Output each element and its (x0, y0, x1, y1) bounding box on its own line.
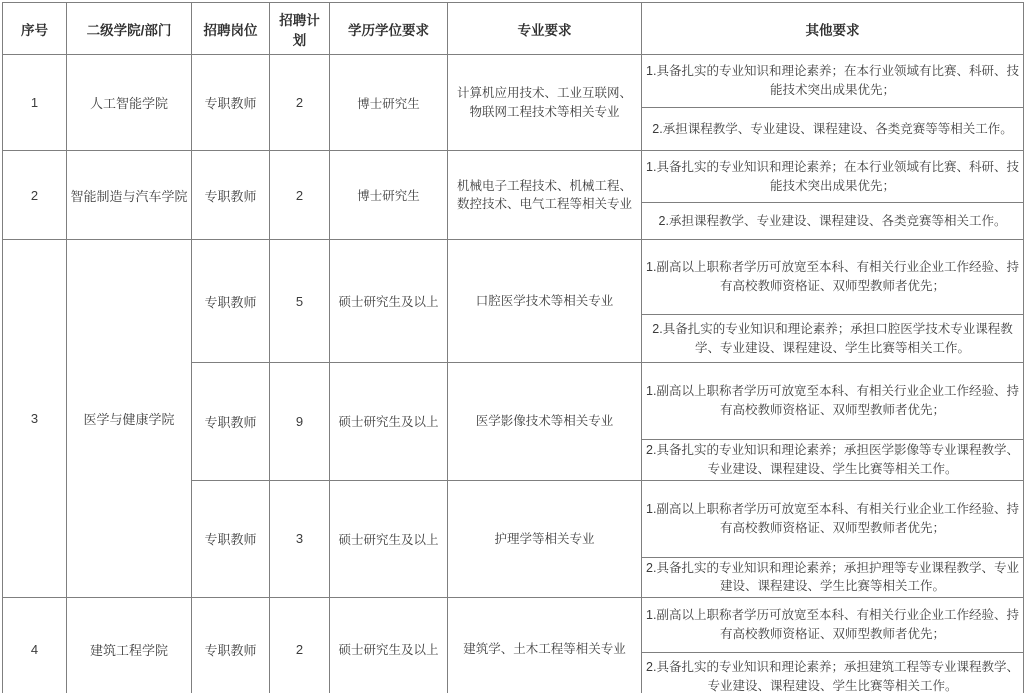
cell-education: 博士研究生 (330, 151, 448, 240)
cell-post: 专职教师 (192, 151, 270, 240)
cell-education: 博士研究生 (330, 55, 448, 151)
cell-no: 4 (3, 598, 67, 693)
cell-other-requirement-2: 2.具备扎实的专业知识和理论素养；承担口腔医学技术专业课程教学、专业建设、课程建设、学生比赛等相关工作。 (642, 315, 1024, 363)
cell-plan: 3 (270, 480, 330, 598)
cell-no: 2 (3, 151, 67, 240)
cell-education: 硕士研究生及以上 (330, 480, 448, 598)
cell-department: 智能制造与汽车学院 (67, 151, 192, 240)
cell-post: 专职教师 (192, 363, 270, 481)
cell-plan: 2 (270, 598, 330, 693)
cell-other-requirement-2: 2.具备扎实的专业知识和理论素养；承担医学影像等专业课程教学、专业建设、课程建设、学生比赛等相关工作。 (642, 440, 1024, 481)
table-row (3, 55, 1024, 108)
cell-other-requirement-1: 1.副高以上职称者学历可放宽至本科、有相关行业企业工作经验、持有高校教师资格证、双师型教师者优先； (642, 598, 1024, 653)
cell-other-requirement-1: 1.副高以上职称者学历可放宽至本科、有相关行业企业工作经验、持有高校教师资格证、双师型教师者优先； (642, 363, 1024, 440)
cell-majors: 口腔医学技术等相关专业 (448, 240, 642, 363)
cell-plan: 2 (270, 151, 330, 240)
cell-department: 建筑工程学院 (67, 598, 192, 693)
cell-department: 医学与健康学院 (67, 240, 192, 598)
cell-plan: 9 (270, 363, 330, 481)
cell-other-requirement-1: 1.具备扎实的专业知识和理论素养；在本行业领域有比赛、科研、技能技术突出成果优先； (642, 55, 1024, 108)
cell-post: 专职教师 (192, 55, 270, 151)
cell-other-requirement-2: 2.具备扎实的专业知识和理论素养；承担建筑工程等专业课程教学、专业建设、课程建设、学生比赛等相关工作。 (642, 653, 1024, 693)
table-row (3, 240, 1024, 315)
cell-post: 专职教师 (192, 240, 270, 363)
header-cell-post: 招聘岗位 (192, 3, 270, 55)
header-cell-plan: 招聘计划 (270, 3, 330, 55)
recruitment-table (2, 2, 1024, 693)
cell-no: 3 (3, 240, 67, 598)
cell-plan: 5 (270, 240, 330, 363)
cell-other-requirement-1: 1.副高以上职称者学历可放宽至本科、有相关行业企业工作经验、持有高校教师资格证、双师型教师者优先； (642, 480, 1024, 557)
header-cell-department: 二级学院/部门 (67, 3, 192, 55)
cell-majors: 计算机应用技术、工业互联网、物联网工程技术等相关专业 (448, 55, 642, 151)
cell-education: 硕士研究生及以上 (330, 240, 448, 363)
table-row (3, 598, 1024, 653)
cell-other-requirement-1: 1.副高以上职称者学历可放宽至本科、有相关行业企业工作经验、持有高校教师资格证、双师型教师者优先； (642, 240, 1024, 315)
table-row (3, 151, 1024, 203)
cell-majors: 医学影像技术等相关专业 (448, 363, 642, 481)
cell-department: 人工智能学院 (67, 55, 192, 151)
cell-other-requirement-2: 2.承担课程教学、专业建设、课程建设、各类竞赛等等相关工作。 (642, 108, 1024, 151)
cell-education: 硕士研究生及以上 (330, 363, 448, 481)
cell-other-requirement-1: 1.具备扎实的专业知识和理论素养；在本行业领域有比赛、科研、技能技术突出成果优先； (642, 151, 1024, 203)
cell-post: 专职教师 (192, 480, 270, 598)
cell-majors: 建筑学、土木工程等相关专业 (448, 598, 642, 693)
cell-no: 1 (3, 55, 67, 151)
header-cell-others: 其他要求 (642, 3, 1024, 55)
cell-majors: 护理学等相关专业 (448, 480, 642, 598)
cell-post: 专职教师 (192, 598, 270, 693)
header-row (3, 3, 1024, 55)
cell-education: 硕士研究生及以上 (330, 598, 448, 693)
header-cell-education: 学历学位要求 (330, 3, 448, 55)
cell-other-requirement-2: 2.具备扎实的专业知识和理论素养；承担护理等专业课程教学、专业建设、课程建设、学生比赛等相关工作。 (642, 557, 1024, 598)
cell-plan: 2 (270, 55, 330, 151)
cell-other-requirement-2: 2.承担课程教学、专业建设、课程建设、各类竞赛等相关工作。 (642, 203, 1024, 240)
cell-majors: 机械电子工程技术、机械工程、数控技术、电气工程等相关专业 (448, 151, 642, 240)
header-cell-no: 序号 (3, 3, 67, 55)
header-cell-majors: 专业要求 (448, 3, 642, 55)
